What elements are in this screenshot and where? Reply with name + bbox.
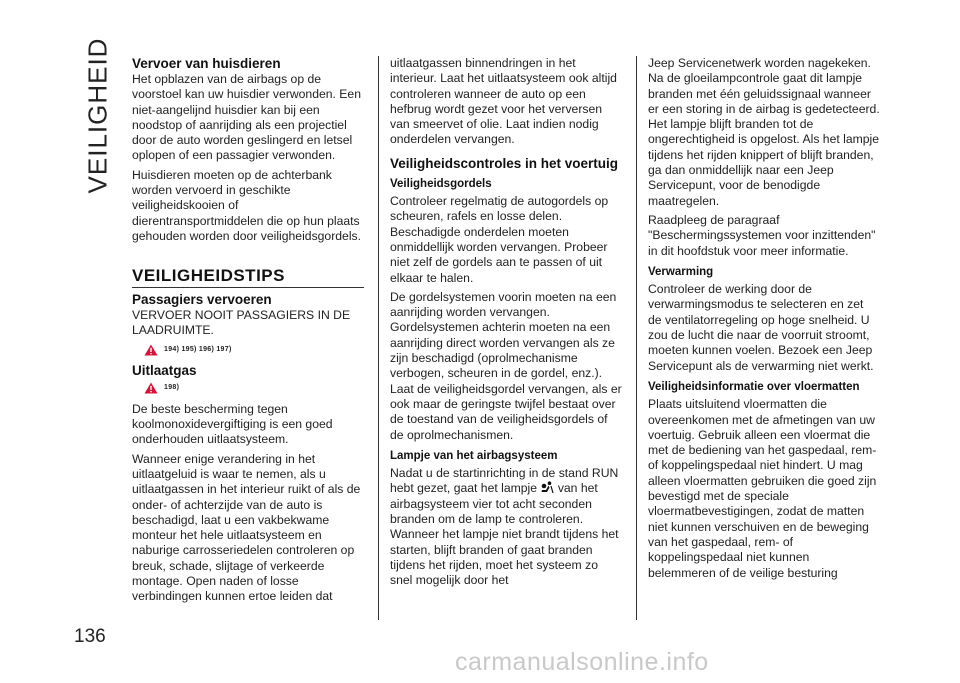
warning-reference bbox=[144, 342, 364, 357]
paragraph-text: Nadat u de startinrichting in de stand RUN hebt gezet, gaat het lampje bbox=[390, 466, 619, 496]
paragraph: Controleer de werking door de verwarmingsmodus te selecteren en zet de ventilatorregeling op hoge snelheid. U zou de lucht die naar de voorruit stroomt, moeten kunnen voelen. Bezoek een Jeep Servicepunt als de verwarming niet werkt. bbox=[648, 282, 874, 373]
airbag-warning-icon bbox=[540, 481, 554, 494]
heading-vehicle-checks: Veiligheidscontroles in het voertuig bbox=[390, 155, 619, 171]
paragraph: VERVOER NOOIT PASSAGIERS IN DE LAADRUIMTE. bbox=[132, 307, 351, 337]
warning-triangle-icon bbox=[144, 382, 158, 394]
column-3 bbox=[648, 56, 880, 585]
paragraph: Raadpleeg de paragraaf "Beschermingssystemen voor inzittenden" in dit hoofdstuk voor meer informatie. bbox=[648, 212, 876, 258]
paragraph: Jeep Servicenetwerk worden nagekeken. Na de gloeilampcontrole gaat dit lampje branden met één geluidssignaal wanneer er een storing in de airbag is gedetecteerd. Het lampje blijft branden tot de ongerechtigheid is opgelost. Als het lampje tijdens het rijden knippert of blijft branden, ga dan onmiddellijk naar een Jeep Servicepunt, voor de benodigde maatregelen. bbox=[648, 56, 880, 208]
paragraph-text: van het airbagsysteem vier tot acht seconden branden om de lamp te controleren. Wanneer het lampje niet brandt tijdens het starten, blijft branden of gaat branden tijdens het rijden, moet het systeem zo snel mogelijk door het bbox=[390, 481, 619, 588]
warning-refs: 198) bbox=[164, 384, 180, 392]
column-divider bbox=[378, 56, 379, 620]
heading-exhaust: Uitlaatgas bbox=[132, 363, 197, 379]
column-2 bbox=[390, 56, 622, 593]
column-divider bbox=[636, 56, 637, 620]
paragraph: uitlaatgassen binnendringen in het interieur. Laat het uitlaatsysteem ook altijd controleren wanneer de auto op een hefbrug wordt gezet voor het verversen van smeervet of olie. Laat indien nodig onderdelen vervangen. bbox=[390, 56, 617, 147]
watermark: carmanualsonline.info bbox=[455, 648, 709, 676]
paragraph: Wanneer enige verandering in het uitlaatgeluid is waar te nemen, als u uitlaatgassen in het interieur ruikt of als de onder- of achterzijde van de auto is beschadigd, laat u een vakbekwame monteur het hele uitlaatsysteem en naburige carrosseriedelen controleren op breuk, schade, slijtage of verkeerde montage. Open naden of losse verbindingen kunnen ertoe leiden dat bbox=[132, 451, 361, 604]
paragraph: Plaats uitsluitend vloermatten die overeenkomen met de afmetingen van uw voertuig. Gebruik alleen een vloermat die met de bediening van het gaspedaal, rem- of koppelingspedaal niet hindert. U mag alleen vloermatten gebruiken die goed zijn bevestigd met de speciale vloermatbevestigingen, zodat de matten niet kunnen verschuiven en de beweging van het gaspedaal, rem- of koppelingspedaal niet kunnen belemmeren of de veilige besturing bbox=[648, 397, 877, 580]
warning-refs: 194) 195) 196) 197) bbox=[164, 346, 232, 354]
subheading-floor-mats: Veiligheidsinformatie over vloermatten bbox=[648, 380, 860, 393]
page-number: 136 bbox=[74, 626, 106, 647]
heading-pets: Vervoer van huisdieren bbox=[132, 56, 281, 71]
subheading-heating: Verwarming bbox=[648, 265, 714, 278]
column-1 bbox=[132, 56, 364, 609]
chapter-sidebar-title bbox=[80, 37, 116, 193]
paragraph: Huisdieren moeten op de achterbank worden vervoerd in geschikte veiligheidskooien of dierentransportmiddelen die op hun plaats gehouden worden door veiligheidsgordels. bbox=[132, 167, 362, 243]
heading-passengers: Passagiers vervoeren bbox=[132, 291, 272, 307]
paragraph: De beste bescherming tegen koolmonoxidevergiftiging is een goed onderhouden uitlaatsysteem. bbox=[132, 401, 333, 447]
section-heading-safety-tips: VEILIGHEIDSTIPS bbox=[132, 268, 364, 287]
subheading-seatbelts: Veiligheidsgordels bbox=[390, 177, 492, 190]
paragraph: De gordelsystemen voorin moeten na een aanrijding worden vervangen. Gordelsystemen achterin moeten na een aanrijding direct worden vervangen als ze zijn beschadigd (oprolmechanisme verbogen, scheuren in de gordel, enz.). Laat de veiligheidsgordel vervangen, als er ook maar de geringste twijfel bestaat over de toestand van de veiligheidsgordels of de oprolmechanismen. bbox=[390, 289, 622, 442]
warning-reference bbox=[144, 380, 364, 395]
subheading-airbag-lamp: Lampje van het airbagsysteem bbox=[390, 449, 558, 462]
chapter-title: VEILIGHEID bbox=[82, 37, 113, 193]
paragraph bbox=[390, 466, 622, 588]
warning-triangle-icon bbox=[144, 344, 158, 356]
paragraph: Het opblazen van de airbags op de voorstoel kan uw huisdier verwonden. Een niet-aangelijnd huisdier kan bij een noodstop of aanrijding als een projectiel door de auto worden geslingerd en letsel oplopen of een passagier verwonden. bbox=[132, 72, 361, 163]
paragraph: Controleer regelmatig de autogordels op scheuren, rafels en losse delen. Beschadigde onderdelen moeten onmiddellijk worden vervangen. Probeer niet zelf de gordels aan te passen of uit elkaar te halen. bbox=[390, 194, 609, 285]
